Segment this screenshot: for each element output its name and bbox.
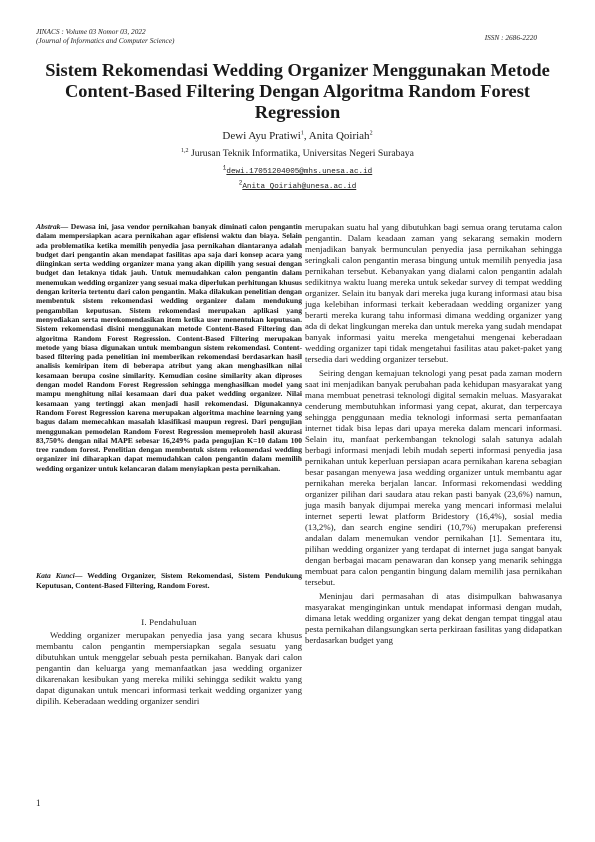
email-link[interactable]: dewi.17051204005@mhs.unesa.ac.id: [226, 168, 373, 176]
abstract-dash: —: [60, 222, 71, 231]
author-name: Anita Qoiriah: [308, 130, 370, 142]
email-link[interactable]: Anita Qoiriah@unesa.ac.id: [242, 183, 357, 191]
abstract: [36, 222, 302, 473]
email-line: [30, 164, 565, 177]
author-separator: ,: [303, 130, 309, 142]
author-list: [30, 130, 565, 143]
keywords-dash: —: [74, 571, 88, 580]
page-number: 1: [36, 798, 41, 808]
affiliation: [30, 148, 565, 160]
issn-label: ISSN : 2686-2220: [484, 33, 537, 42]
author-affiliation-mark: 2: [369, 130, 373, 137]
email-mark: 2: [238, 179, 243, 187]
journal-name-line: (Journal of Informatics and Computer Science): [36, 36, 175, 45]
keywords-label: Kata Kunci: [36, 571, 75, 580]
body-paragraph: Meninjau dari permasahan di atas disimpulkan bahwasanya masyarakat menginginkan untuk mendapat informasi dengan mudah, dimana letak wedding organizer yang dekat dengan tempat tinggal atau pesta pernikahan dilangsungkan serta perkiraan fasilitas yang didapatkan berdasarkan budget yang: [305, 591, 562, 645]
journal-volume-line: JINACS : Volume 03 Nomor 03, 2022: [36, 27, 146, 36]
email-mark: 1: [222, 164, 227, 172]
paper-title: Sistem Rekomendasi Wedding Organizer Menggunakan Metode Content-Based Filtering Dengan Algoritma Random Forest Regression: [45, 60, 550, 122]
keywords-body: Wedding Organizer, Sistem Rekomendasi, Sistem Pendukung Keputusan, Content-Based Filtering, Random Forest.: [36, 571, 302, 590]
right-column: [305, 222, 562, 646]
section-heading: I. Pendahuluan: [141, 617, 197, 627]
abstract-body: Dewasa ini, jasa vendor pernikahan banyak diminati calon pengantin dalam mempersiapkan acara pernikahan agar efisiensi waktu dan biaya. Selain ada problematika ketika memilih penyedia jasa pernikahan diantaranya adalah budget dari pengantin akan mendapat fasilitas apa saja dari konsep acara yang diinginkan serta wedding organizer mana yang akan dipilih yang sesuai dengan budget dan letaknya tidak jauh. Untuk memudahkan calon pengantin dalam menemukan wedding organizer yang sesuai maka diperlukan perhitungan khusus dengan kriteria tertentu dari calon pengantin. Maka dilakukan penelitian dengan membentuk sistem rekomendasi wedding organizer dalam mendukung pengambilan keputusan. Sistem rekomendasi merupakan aplikasi yang menyediakan serta merekomendasikan item ketika user menentukan keputusan. Sistem rekomendasi disini menggunakan metode Content-Based Filtering dan algoritma Random Forest Regression. Content-Based Filtering merupakan metode yang biasa digunakan untuk membangun sistem rekomendasi. Content-based filtering pada penelitian ini memberikan rekomendasi berdasarkan hasil analisis kemiripan item di beberapa atribut yang akan menghasilkan nilai kesamaan berupa cosine similarity. Kemudian cosine similarity akan diproses dengan model Random Forest Regression sehingga menghasilkan model yang mampu menghitung nilai kesamaan dari dua paket wedding organizer. Nilai kesamaan yang tertinggi akan menjadi hasil rekomendasi. Digunakannya Random Forest Regression karena merupakan algoritma machine learning yang bagus dalam memecahkan masalah klasifikasi maupun regresi. Dari pengujian menggunakan pemodelan Random Forest Regression memeproleh hasil akurasi 83,750% dengan nilai MAPE sebesar 16,249% pada pengujian K=10 dalam 100 tree random forest. Penelitian dengan membentuk sistem rekomendasi wedding organizer ini diharapkan dapat memudahkan calon pengantin dalam memilih wedding organizer untuk kelancaran dalam menyiapkan pesta pernikahan.: [36, 222, 302, 473]
affiliation-mark: 1,2: [181, 147, 189, 154]
email-line: [30, 179, 565, 192]
author-name: Dewi Ayu Pratiwi: [222, 130, 301, 142]
affiliation-text: Jurusan Teknik Informatika, Universitas Negeri Surabaya: [188, 148, 414, 159]
author-affiliation-mark: 1: [300, 130, 304, 137]
body-paragraph: Seiring dengan kemajuan teknologi yang pesat pada zaman modern saat ini menjadikan banyak perubahan pada kehidupan masyarakat yang mana membuat penetrasi teknologi digital semakin meluas. Masyarakat cenderung membutuhkan informasi yang cepat, akurat, dan terpercaya sehingga penggunaan media teknologi informasi serta pemanfaatan internet tidak bisa lepas dari upaya mereka dalam mencari informasi. Selain itu, manfaat perkembangan teknologi salah satunya adalah berbagi informasi menjadi lebih mudah seperti informasi penyedia jasa pernikahan untuk keperluan persiapan acara pernikahan karena sebagian besar pasangan menyewa jasa wedding organizer untuk membantu agar pernikahan mereka berjalan lancar. Informasi rekomendasi wedding organizer pilihan dari saudara atau rekan pasti banyak (23,6%) namun, juga masih banyak dijumpai mereka yang mencari informasi melalui internet seperti lewat platform Bridestory (16,4%), sosial media (13,2%), dan search engine sendiri (10,7%) merupakan preferensi andalan dalam menemukan vendor pernikahan [1]. Sementara itu, pilihan wedding organizer yang terdapat di internet juga sangat banyak dengan berbagai macam penawaran dan konsep yang menarik sehingga membuat para calon pengantin bingung dalam memilih jasa pernikahan tersebut.: [305, 368, 562, 587]
abstract-label: Abstrak: [36, 222, 61, 231]
keywords: [36, 571, 302, 590]
intro-paragraph: Wedding organizer merupakan penyedia jasa yang secara khusus membantu calon pengantin mempersiapkan segala sesuatu yang dibutuhkan untuk menggelar sebuah pesta pernikahan. Banyak dari calon pengantin dan keluarga yang memanfaatkan jasa wedding organizer dikarenakan kesibukan yang mereka miliki sehingga sedikit waktu yang dapat digunakan untuk mencari informasi terkait wedding organizer yang dipilih. Keberadaan wedding organizer sendiri: [36, 630, 302, 706]
body-paragraph: merupakan suatu hal yang dibutuhkan bagi semua orang terutama calon pengantin. Dalam keadaan zaman yang sekarang semakin modern menjadikan banyak bermunculan penyedia jasa pernikahan sehingga seringkali calon pengantin merasa bingung untuk memilih penyedia jasa pernikahan tersebut. Kebanyakan yang dialami calon pengantin adalah sedikitnya waktu luang mereka untuk sekedar survey di tempat wedding organizer. Selain itu banyak dari mereka juga kurang informasi atau bisa juga kelebihan informasi terkait keberadaan wedding organizer yang berarti mereka kurang tahu informasi dimana wedding organizer yang ada di dekat lingkungan mereka dan untuk mereka yang sudah mendapat banyak informasi yaitu mereka mengetahui mengenai keberadaan wedding organizer tapi tidak mengetahui fasilitas atau paket-paket yang tersedia dari wedding organizer tersebut.: [305, 222, 562, 364]
